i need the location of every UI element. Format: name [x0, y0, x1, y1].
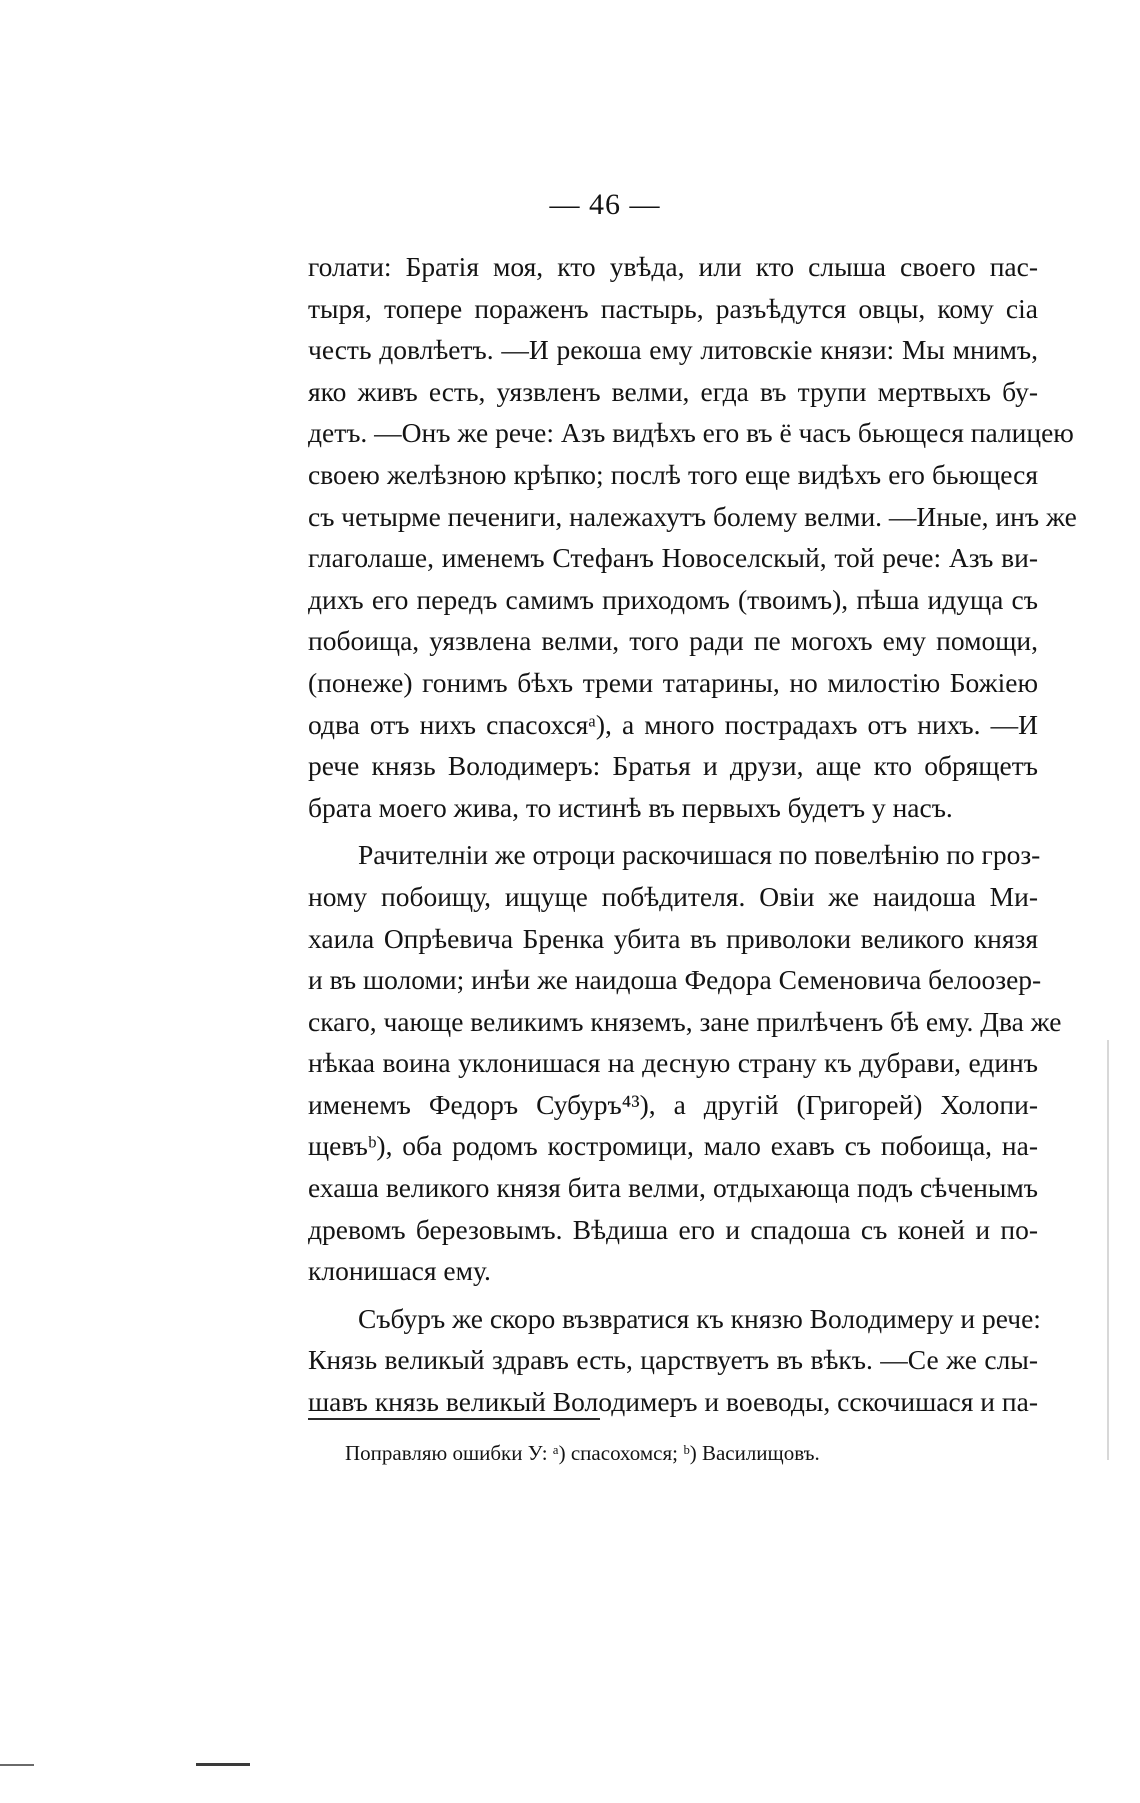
text-line: честь довлѣетъ. —И рекоша ему литовскіе князи: Мы мнимъ,	[308, 334, 1038, 366]
text-line: рече князь Володимеръ: Братья и друзи, аще кто обрящетъ	[308, 750, 1038, 782]
text-line: ному побоищу, ищуще побѣдителя. Овіи же наидоша Ми-	[308, 880, 1038, 912]
text-line: голати: Братія моя, кто увѣда, или кто слыша своего пас-	[308, 251, 1038, 282]
page-number: — 46 —	[549, 188, 661, 221]
text-line: щевъᵇ), оба родомъ костромици, мало ехавъ съ побоища, на-	[308, 1130, 1038, 1162]
text-line: скаго, чающе великимъ княземъ, зане прилѣченъ бѣ ему. Два же	[308, 1005, 1062, 1037]
text-line: именемъ Федоръ Субуръ⁴³), а другій (Григорей) Холопи-	[308, 1088, 1038, 1120]
scan-artifact-mark	[196, 1763, 250, 1766]
text-line: клонишася ему.	[308, 1255, 491, 1287]
main-text	[308, 246, 1077, 1423]
text-line: нѣкаа воина уклонишася на десную страну къ дубрави, единъ	[308, 1047, 1038, 1079]
text-line: своею желѣзною крѣпко; послѣ того еще видѣхъ его бьющеся	[308, 458, 1038, 490]
footnote-divider	[308, 1418, 600, 1420]
text-line: съ четырме печениги, належахутъ болему велми. —Иные, инъ же	[308, 500, 1077, 532]
text-line: яко живъ есть, уязвленъ велми, егда въ трупи мертвыхъ бу-	[308, 375, 1038, 407]
scan-artifact-mark	[0, 1764, 34, 1766]
text-line: древомъ березовымъ. Вѣдиша его и спадоша съ коней и по-	[308, 1213, 1038, 1245]
text-line: детъ. —Онъ же рече: Азъ видѣхъ его въ ё часъ бьющеся палицею	[308, 417, 1074, 449]
text-line: тыря, топере пораженъ пастырь, разъѣдутся овцы, кому сіа	[308, 292, 1038, 324]
text-line: и въ шоломи; инѣи же наидоша Федора Семеновича белоозер-	[308, 964, 1042, 996]
text-line: Събуръ же скоро възвратися къ князю Володимеру и рече:	[358, 1302, 1041, 1334]
text-line: брата моего жива, то истинѣ въ первыхъ будетъ у насъ.	[308, 791, 953, 823]
text-line: Князь великый здравъ есть, царствуетъ въ вѣкъ. —Се же слы-	[308, 1344, 1038, 1376]
text-line: ехаша великого князя бита велми, отдыхающа подъ сѣченымъ	[308, 1172, 1038, 1204]
text-line: Рачителніи же отроци раскочишася по повелѣнію по гроз-	[358, 839, 1041, 871]
text-line: (понеже) гонимъ бѣхъ треми татарины, но милостію Божіею	[308, 666, 1038, 698]
text-line: побоища, уязвлена велми, того ради пе могохъ ему помощи,	[308, 625, 1038, 657]
text-line: одва отъ нихъ спасохсяᵃ), а много пострадахъ отъ нихъ. —И	[308, 708, 1038, 740]
footnote: Поправляю ошибки У: ᵃ) спасохомся; ᵇ) Василищовъ.	[345, 1441, 820, 1465]
text-line: дихъ его передъ самимъ приходомъ (твоимъ), пѣша идуща съ	[308, 583, 1038, 615]
text-line: глаголаше, именемъ Стефанъ Новоселскый, той рече: Азъ ви-	[308, 542, 1038, 574]
scan-artifact-line	[1107, 1040, 1109, 1460]
text-line: шавъ князь великый Володимеръ и воеводы, сскочишася и па-	[308, 1386, 1038, 1418]
text-line: хаила Опрѣевича Бренка убита въ приволоки великого князя	[308, 922, 1038, 954]
